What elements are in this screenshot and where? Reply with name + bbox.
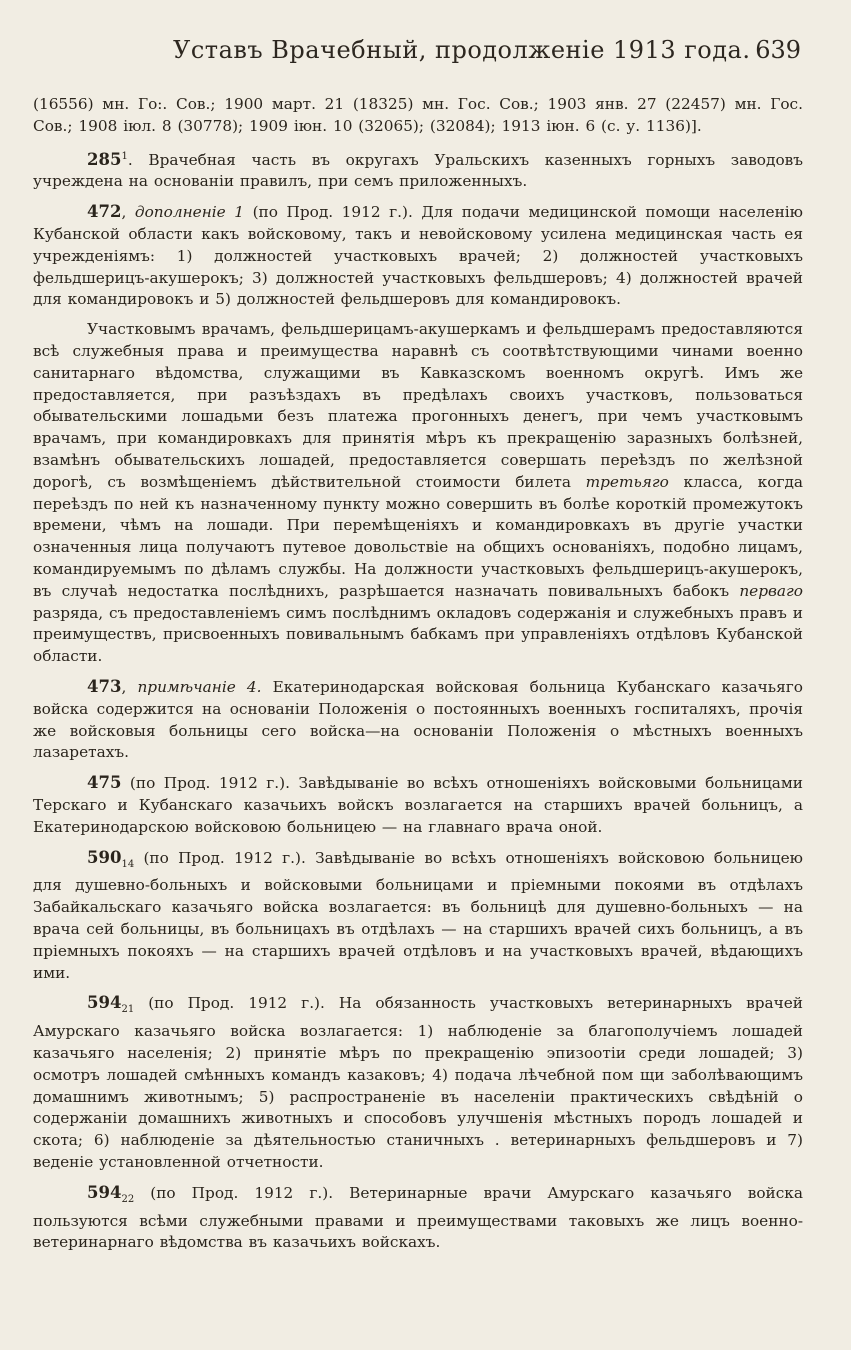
paragraph-article-472: [33, 201, 803, 311]
paragraph-text: . Врачебная часть въ округахъ Уральскихъ казенныхъ горныхъ заводовъ учреждена на основаніи правилъ, при семъ приложенныхъ.: [33, 150, 803, 191]
paragraph-article-590-14: [33, 847, 803, 985]
article-number: 594: [87, 993, 122, 1013]
separator: ,: [121, 203, 135, 222]
article-qualifier: примѣчаніе 4.: [137, 678, 262, 697]
page-header: [33, 30, 803, 70]
paragraph-text: (по Прод. 1912 г.). Ветеринарные врачи Амурскаго казачьяго войска пользуются всѣми служебными правами и преимуществами таковыхъ же лицъ военно-ветеринарнаго вѣдомства въ казачьихъ войскахъ.: [33, 1183, 803, 1252]
emphasis-first: перваго: [739, 581, 803, 600]
paragraph-article-594-21: [33, 992, 803, 1173]
paragraph-text-b: класса, когда переѣздъ по ней къ назначенному пункту можно совершить въ болѣе короткій промежутокъ времени, чѣмъ на лошади. При перемѣщеніяхъ и командировкахъ въ другіе участки означенныя лица получаютъ путевое довольствіе на общихъ основаніяхъ, подобно лицамъ, командируемымъ по дѣламъ службы. На должности участковыхъ фельдшерицъ-акушерокъ, въ случаѣ недостатка послѣднихъ, разрѣшается назначать повивальныхъ бабокъ: [33, 472, 804, 600]
emphasis-third: третьяго: [585, 472, 669, 491]
running-title: Уставъ Врачебный, продолженіе 1913 года.: [173, 36, 751, 64]
article-number: 475: [87, 773, 122, 793]
article-number: 473: [87, 677, 122, 697]
article-subscript: 14: [121, 858, 135, 870]
article-qualifier: дополненіе 1: [134, 203, 245, 222]
article-superscript: 1: [121, 150, 128, 162]
paragraph-text: (по Прод. 1912 г.). Завѣдываніе во всѣхъ отношеніяхъ войсковою больницею для душевно-больныхъ и войсковыми больницами и пріемными покоями въ отдѣлахъ Забайкальскаго казачьяго войска возлагается: въ больницѣ для душевно-больныхъ — на врача сей больницы, въ больницахъ въ отдѣлахъ — на старшихъ врачей сихъ больницъ, а въ пріемныхъ покояхъ — на старшихъ врачей отдѣловъ и на участковыхъ врачей, вѣдающихъ ими.: [33, 848, 803, 982]
article-number: 594: [87, 1182, 122, 1202]
paragraph-text: Екатеринодарская войсковая больница Кубанскаго казачьяго войска содержится на основаніи Положенія о постоянныхъ военныхъ госпиталяхъ, прочія же войсковыя больницы сего войска—на основаніи Положенія о мѣстныхъ военныхъ лазаретахъ.: [33, 678, 803, 762]
body-text: [33, 94, 803, 1254]
article-number: 590: [87, 847, 122, 867]
paragraph-text-a: Участковымъ врачамъ, фельдшерицамъ-акушеркамъ и фельдшерамъ предоставляются всѣ служебныя права и преимущества наравнѣ съ соотвѣтствующими чинами военно санитарнаго вѣдомства, служащими въ Кавказскомъ военномъ округѣ. Имъ же предоставляется, при разъѣздахъ въ предѣлахъ своихъ участковъ, пользоваться обывательскими лошадьми безъ платежа прогонныхъ денегъ, при чемъ участковымъ врачамъ, при командировкахъ для принятія мѣръ къ прекращенію заразныхъ болѣзней, взамѣнъ обывательскихъ лошадей, предоставляется совершать переѣздъ по желѣзной дорогѣ, съ возмѣщеніемъ дѣйствительной стоимости билета: [33, 320, 803, 491]
article-subscript: 21: [121, 1004, 135, 1016]
paragraph-article-285-1: [33, 146, 803, 194]
paragraph-article-594-22: [33, 1182, 803, 1254]
paragraph-text: (по Прод. 1912 г.). На обязанность участковыхъ ветеринарныхъ врачей Амурскаго казачьяго войска возлагается: 1) наблюденіе за благополучіемъ лошадей казачьяго населенія; 2) принятіе мѣръ по прекращенію эпизоотіи среди лошадей; 3) осмотръ лошадей смѣнныхъ командъ казаковъ; 4) подача лѣчебной пом щи заболѣвающимъ домашнимъ животнымъ; 5) распространеніе въ населеніи практическихъ свѣдѣній о содержаніи домашнихъ животныхъ и способовъ улучшенія мѣстныхъ породъ лошадей и скота; 6) наблюденіе за дѣятельностью станичныхъ . ветеринарныхъ фельдшеровъ и 7) веденіе установленной отчетности.: [33, 994, 803, 1172]
paragraph-text: (по Прод. 1912 г.). Завѣдываніе во всѣхъ отношеніяхъ войсковыми больницами Терскаго и Кубанскаго казачьихъ войскъ возлагается на старшихъ врачей больницъ, а Екатеринодарскою войсковою больницею — на главнаго врача оной.: [33, 774, 803, 836]
separator: ,: [121, 678, 138, 697]
paragraph-text: (по Прод. 1912 г.). Для подачи медицинской помощи населенію Кубанской области какъ войсковому, такъ и невойсковому усилена медицинская часть ея учрежденіямъ: 1) должностей участковыхъ врачей; 2) должностей участковыхъ фельдшерицъ-акушерокъ; 3) должностей участковыхъ фельдшеровъ; 4) должностей врачей для командировокъ и 5) должностей фельдшеровъ для командировокъ.: [33, 203, 803, 309]
paragraph-text-c: разряда, съ предоставленіемъ симъ послѣднимъ окладовъ содержанія и служебныхъ правъ и преимуществъ, присвоенныхъ повивальнымъ бабкамъ при управленіяхъ отдѣловъ Кубанской области.: [33, 603, 803, 666]
paragraph-article-472-continued: [33, 319, 803, 668]
article-number: 285: [87, 149, 122, 169]
article-number: 472: [87, 202, 122, 222]
citation-text: (16556) мн. Го:. Сов.; 1900 март. 21 (18325) мн. Гос. Сов.; 1903 янв. 27 (22457) мн. Гос. Сов.; 1908 іюл. 8 (30778); 1909 іюн. 10 (32065); (32084); 1913 іюн. 6 (с. у. 1136)].: [33, 95, 803, 135]
paragraph-article-473: [33, 676, 803, 764]
article-subscript: 22: [121, 1193, 135, 1205]
paragraph-article-475: [33, 772, 803, 838]
paragraph-citations: [33, 94, 803, 138]
page-number: 639: [755, 36, 801, 64]
